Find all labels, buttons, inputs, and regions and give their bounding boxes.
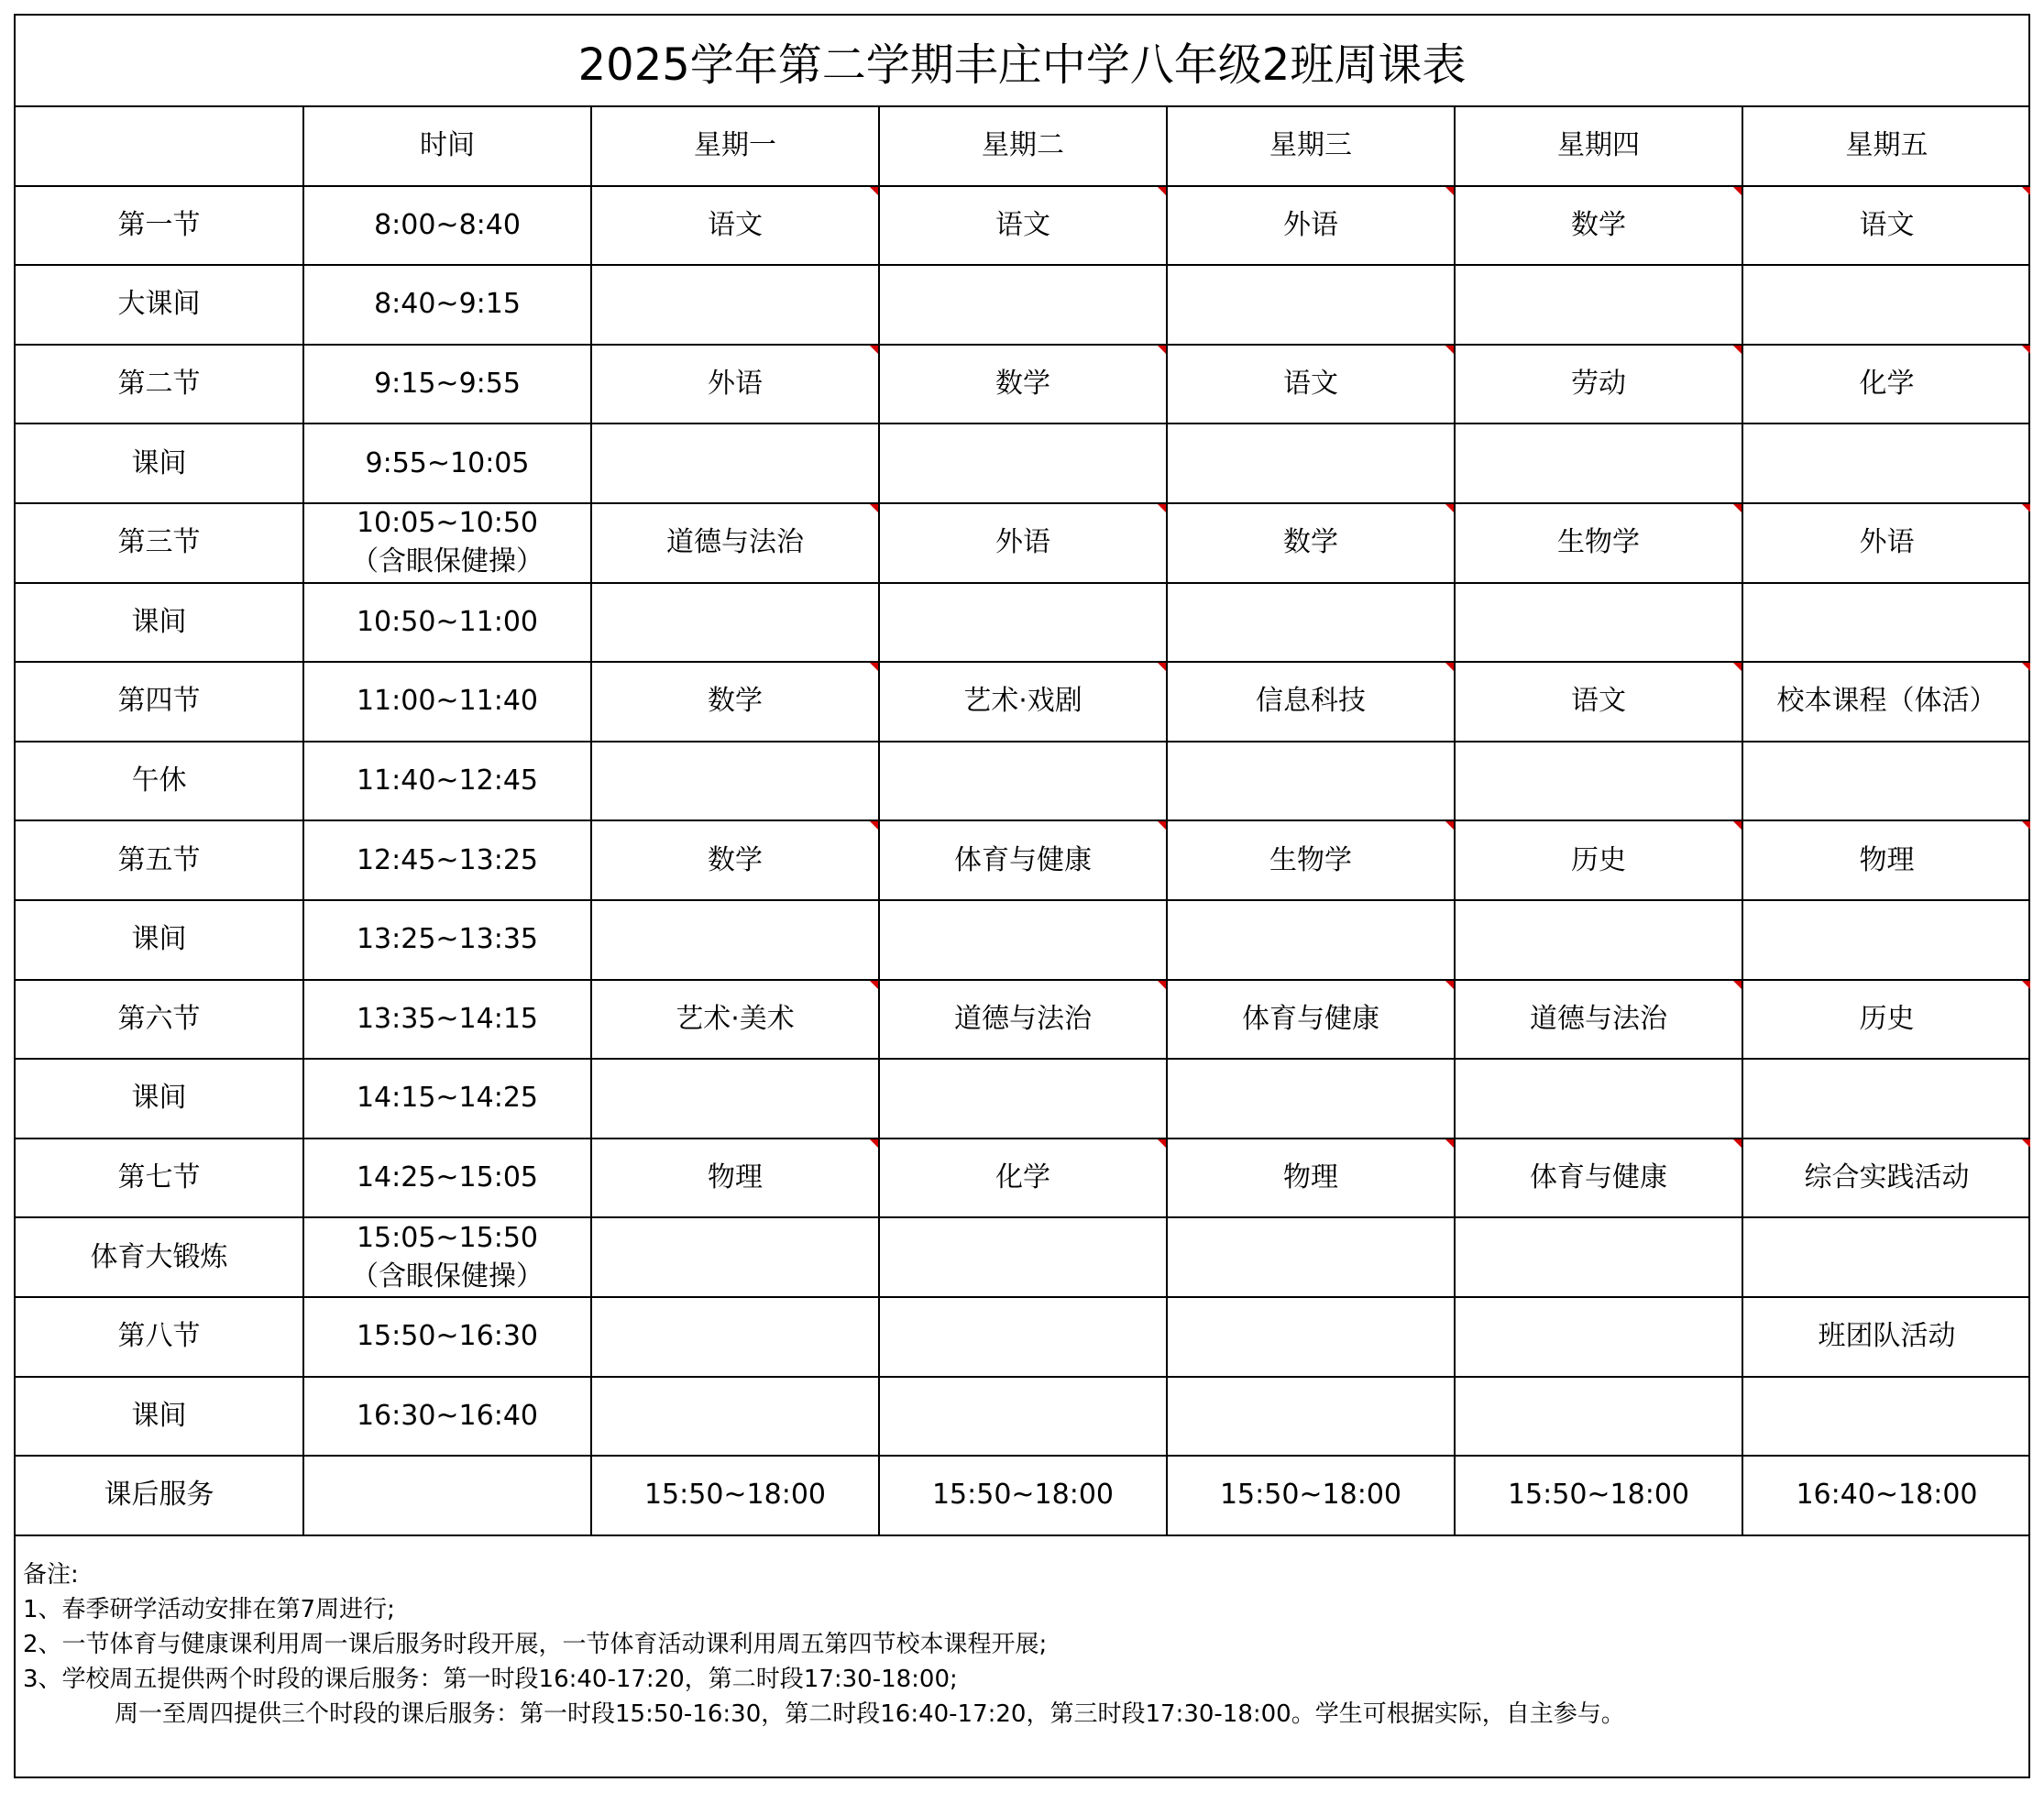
course-cell [591,265,879,345]
notes [23,1557,2021,1732]
table-row [16,265,2030,345]
course-name: 语文 [708,208,763,241]
comment-marker-icon [870,981,878,989]
header-cell-tuesday: 星期二 [879,106,1167,186]
course-cell [1167,503,1455,583]
course-cell [1742,1456,2030,1535]
period-cell: 第六节 [16,980,303,1060]
course-cell [1742,265,2030,345]
period-cell: 午休 [16,742,303,821]
course-name: 体育与健康 [1242,1002,1379,1035]
course-cell [591,186,879,266]
period-cell: 第五节 [16,820,303,900]
time-range: 16:30~16:40 [356,1399,539,1432]
schedule-body [16,186,2030,1535]
course-cell [1455,980,1742,1060]
course-name: 艺术·美术 [676,1002,795,1035]
course-name: 15:50~18:00 [643,1479,827,1512]
time-range: 14:25~15:05 [356,1161,539,1194]
course-name: 化学 [995,1161,1050,1194]
course-cell [879,583,1167,663]
course-cell [1455,1456,1742,1535]
period-cell: 第七节 [16,1138,303,1218]
comment-marker-icon [1733,1139,1742,1148]
comment-marker-icon [1445,981,1454,989]
comment-marker-icon [1158,821,1166,830]
time-cell [303,345,591,424]
table-row [16,900,2030,980]
time-range: 9:15~9:55 [374,368,521,401]
time-range: 15:05~15:50 [356,1221,539,1254]
course-cell [1742,900,2030,980]
course-cell [1167,980,1455,1060]
course-cell [879,1297,1167,1377]
course-cell [1167,345,1455,424]
time-cell [303,424,591,503]
course-name: 艺术·戏剧 [963,685,1082,718]
course-name: 15:50~18:00 [931,1479,1115,1512]
course-name: 体育与健康 [1530,1161,1667,1194]
time-cell [303,1059,591,1138]
course-cell [591,1456,879,1535]
comment-marker-icon [1158,346,1166,354]
schedule-sheet [14,14,2030,1778]
table-row [16,424,2030,503]
comment-marker-icon [1733,821,1742,830]
time-range: 11:40~12:45 [356,764,539,798]
course-name: 生物学 [1269,843,1352,876]
course-cell [1742,1217,2030,1297]
course-cell [591,424,879,503]
course-cell [591,345,879,424]
course-cell [1167,1138,1455,1218]
course-cell [591,900,879,980]
period-cell: 课间 [16,583,303,663]
course-cell [1455,1377,1742,1457]
period-cell: 课后服务 [16,1456,303,1535]
course-cell [879,980,1167,1060]
course-name: 历史 [1571,843,1626,876]
comment-marker-icon [1445,504,1454,512]
comment-marker-icon [1445,187,1454,195]
course-cell [1455,1217,1742,1297]
period-cell: 体育大锻炼 [16,1217,303,1297]
course-cell [591,1059,879,1138]
course-cell [591,503,879,583]
course-cell [1742,186,2030,266]
course-name: 外语 [1859,526,1915,559]
course-name: 历史 [1859,1002,1915,1035]
course-cell [879,345,1167,424]
course-cell [1455,583,1742,663]
course-cell [1455,265,1742,345]
period-cell: 课间 [16,424,303,503]
table-row [16,980,2030,1060]
course-cell [1742,742,2030,821]
period-cell: 大课间 [16,265,303,345]
course-cell [591,742,879,821]
course-cell [591,980,879,1060]
time-cell [303,662,591,742]
notes-heading: 备注: [23,1561,79,1589]
comment-marker-icon [2022,821,2030,830]
course-cell [1742,1059,2030,1138]
period-cell: 第二节 [16,345,303,424]
time-range: 8:00~8:40 [374,208,521,241]
time-range: 9:55~10:05 [365,446,530,479]
comment-marker-icon [1445,663,1454,671]
course-name: 信息科技 [1256,685,1366,718]
course-cell [1455,1138,1742,1218]
time-range: 12:45~13:25 [356,843,539,876]
course-cell [591,1217,879,1297]
period-cell: 课间 [16,1059,303,1138]
course-name: 道德与法治 [1530,1002,1667,1035]
comment-marker-icon [1733,187,1742,195]
course-cell [879,1138,1167,1218]
course-name: 15:50~18:00 [1219,1479,1402,1512]
comment-marker-icon [2022,663,2030,671]
page-title: 2025学年第二学期丰庄中学八年级2班周课表 [577,38,1467,91]
course-cell [1455,424,1742,503]
course-name: 物理 [1283,1161,1338,1194]
comment-marker-icon [1733,663,1742,671]
time-cell [303,503,591,583]
course-cell [591,1297,879,1377]
course-cell [879,265,1167,345]
table-row [16,186,2030,266]
table-row [16,1059,2030,1138]
course-cell [1167,900,1455,980]
course-name: 数学 [708,685,763,718]
time-range: 10:05~10:50 [356,507,539,540]
course-cell [591,583,879,663]
time-range: 13:25~13:35 [356,923,539,956]
time-cell [303,1377,591,1457]
course-name: 数学 [1283,526,1338,559]
course-name: 数学 [995,368,1050,401]
course-cell [879,742,1167,821]
comment-marker-icon [870,504,878,512]
course-cell [1742,1377,2030,1457]
time-cell [303,1297,591,1377]
course-cell [879,900,1167,980]
course-cell [1167,820,1455,900]
comment-marker-icon [2022,504,2030,512]
comment-marker-icon [2022,346,2030,354]
course-name: 数学 [708,843,763,876]
course-name: 语文 [1859,208,1915,241]
note-line: 2、一节体育与健康课利用周一课后服务时段开展，一节体育活动课利用周五第四节校本课程开展; [23,1631,1048,1658]
comment-marker-icon [870,663,878,671]
course-name: 道德与法治 [954,1002,1092,1035]
note-line: 周一至周四提供三个时段的课后服务：第一时段15:50-16:30，第二时段16:40-17:20，第三时段17:30-18:00。学生可根据实际，自主参与。 [115,1700,1625,1728]
comment-marker-icon [1158,504,1166,512]
comment-marker-icon [1158,981,1166,989]
course-cell [591,662,879,742]
course-name: 语文 [995,208,1050,241]
time-cell [303,1217,591,1297]
course-name: 语文 [1283,368,1338,401]
comment-marker-icon [1158,1139,1166,1148]
course-cell [1742,345,2030,424]
course-name: 物理 [1859,843,1915,876]
table-row [16,503,2030,583]
course-cell [1455,1059,1742,1138]
period-cell: 课间 [16,900,303,980]
course-cell [1167,1377,1455,1457]
course-name: 劳动 [1571,368,1626,401]
comment-marker-icon [1445,1139,1454,1148]
course-name: 15:50~18:00 [1507,1479,1690,1512]
course-cell [1455,900,1742,980]
course-name: 道德与法治 [666,526,804,559]
period-cell: 第四节 [16,662,303,742]
comment-marker-icon [2022,981,2030,989]
course-cell [1742,1297,2030,1377]
header-cell-monday: 星期一 [591,106,879,186]
course-name: 校本课程（体活） [1776,685,1997,718]
course-cell [879,1456,1167,1535]
comment-marker-icon [870,821,878,830]
course-cell [1742,583,2030,663]
course-cell [1455,742,1742,821]
course-cell [591,1377,879,1457]
table-row [16,345,2030,424]
course-cell [879,1217,1167,1297]
time-cell [303,1456,591,1535]
course-cell [879,820,1167,900]
course-cell [879,1059,1167,1138]
course-name: 物理 [708,1161,763,1194]
schedule-table [16,105,2030,1536]
course-cell [1455,503,1742,583]
period-cell: 第八节 [16,1297,303,1377]
course-cell [1742,980,2030,1060]
course-cell [1455,186,1742,266]
table-row [16,1138,2030,1218]
course-name: 语文 [1571,685,1626,718]
comment-marker-icon [870,1139,878,1148]
comment-marker-icon [1158,663,1166,671]
comment-marker-icon [2022,187,2030,195]
course-cell [1167,1456,1455,1535]
comment-marker-icon [2022,1139,2030,1148]
course-cell [1742,503,2030,583]
header-cell-thursday: 星期四 [1455,106,1742,186]
course-cell [1167,583,1455,663]
table-row [16,1377,2030,1457]
course-cell [1167,1217,1455,1297]
course-cell [1742,1138,2030,1218]
course-name: 外语 [708,368,763,401]
course-name: 外语 [1283,208,1338,241]
course-cell [1742,820,2030,900]
time-note: （含眼保健操） [351,1260,544,1292]
comment-marker-icon [1733,981,1742,989]
course-name: 生物学 [1557,526,1640,559]
course-cell [1167,186,1455,266]
course-cell [1742,662,2030,742]
comment-marker-icon [870,346,878,354]
course-cell [591,820,879,900]
header-row [16,106,2030,186]
time-range: 8:40~9:15 [374,288,521,321]
time-cell [303,265,591,345]
comment-marker-icon [1445,821,1454,830]
course-name: 外语 [995,526,1050,559]
time-note: （含眼保健操） [351,545,544,578]
course-cell [1455,820,1742,900]
table-row [16,742,2030,821]
period-cell: 第三节 [16,503,303,583]
course-name: 班团队活动 [1818,1320,1956,1353]
comment-marker-icon [1733,346,1742,354]
course-name: 数学 [1571,208,1626,241]
course-cell [879,662,1167,742]
course-cell [1167,424,1455,503]
course-name: 化学 [1859,368,1915,401]
course-cell [591,1138,879,1218]
course-cell [879,1377,1167,1457]
time-range: 15:50~16:30 [356,1320,539,1353]
header-cell-time: 时间 [303,106,591,186]
time-range: 13:35~14:15 [356,1002,539,1035]
time-cell [303,1138,591,1218]
note-line: 3、学校周五提供两个时段的课后服务：第一时段16:40-17:20，第二时段17:30-18:00; [23,1666,958,1693]
comment-marker-icon [1158,187,1166,195]
table-row [16,1297,2030,1377]
period-cell: 课间 [16,1377,303,1457]
note-line: 1、春季研学活动安排在第7周进行; [23,1596,395,1623]
header-cell-friday: 星期五 [1742,106,2030,186]
period-cell: 第一节 [16,186,303,266]
course-cell [1167,265,1455,345]
table-row [16,1456,2030,1535]
course-cell [1167,1059,1455,1138]
header-cell-corner [16,106,303,186]
table-row [16,583,2030,663]
course-cell [1742,424,2030,503]
time-range: 11:00~11:40 [356,685,539,718]
course-cell [1167,1297,1455,1377]
course-cell [879,424,1167,503]
table-row [16,1217,2030,1297]
time-cell [303,820,591,900]
comment-marker-icon [870,187,878,195]
time-range: 14:15~14:25 [356,1082,539,1115]
course-cell [1167,662,1455,742]
course-cell [879,503,1167,583]
course-cell [1167,742,1455,821]
course-cell [1455,1297,1742,1377]
header-cell-wednesday: 星期三 [1167,106,1455,186]
time-cell [303,900,591,980]
comment-marker-icon [1445,346,1454,354]
time-cell [303,980,591,1060]
course-cell [879,186,1167,266]
course-cell [1455,662,1742,742]
comment-marker-icon [1733,504,1742,512]
course-name: 综合实践活动 [1804,1161,1970,1194]
course-name: 16:40~18:00 [1796,1479,1978,1512]
table-row [16,820,2030,900]
course-cell [1455,345,1742,424]
table-row [16,662,2030,742]
course-name: 体育与健康 [954,843,1092,876]
time-cell [303,583,591,663]
time-range: 10:50~11:00 [356,605,539,638]
time-cell [303,742,591,821]
time-cell [303,186,591,266]
